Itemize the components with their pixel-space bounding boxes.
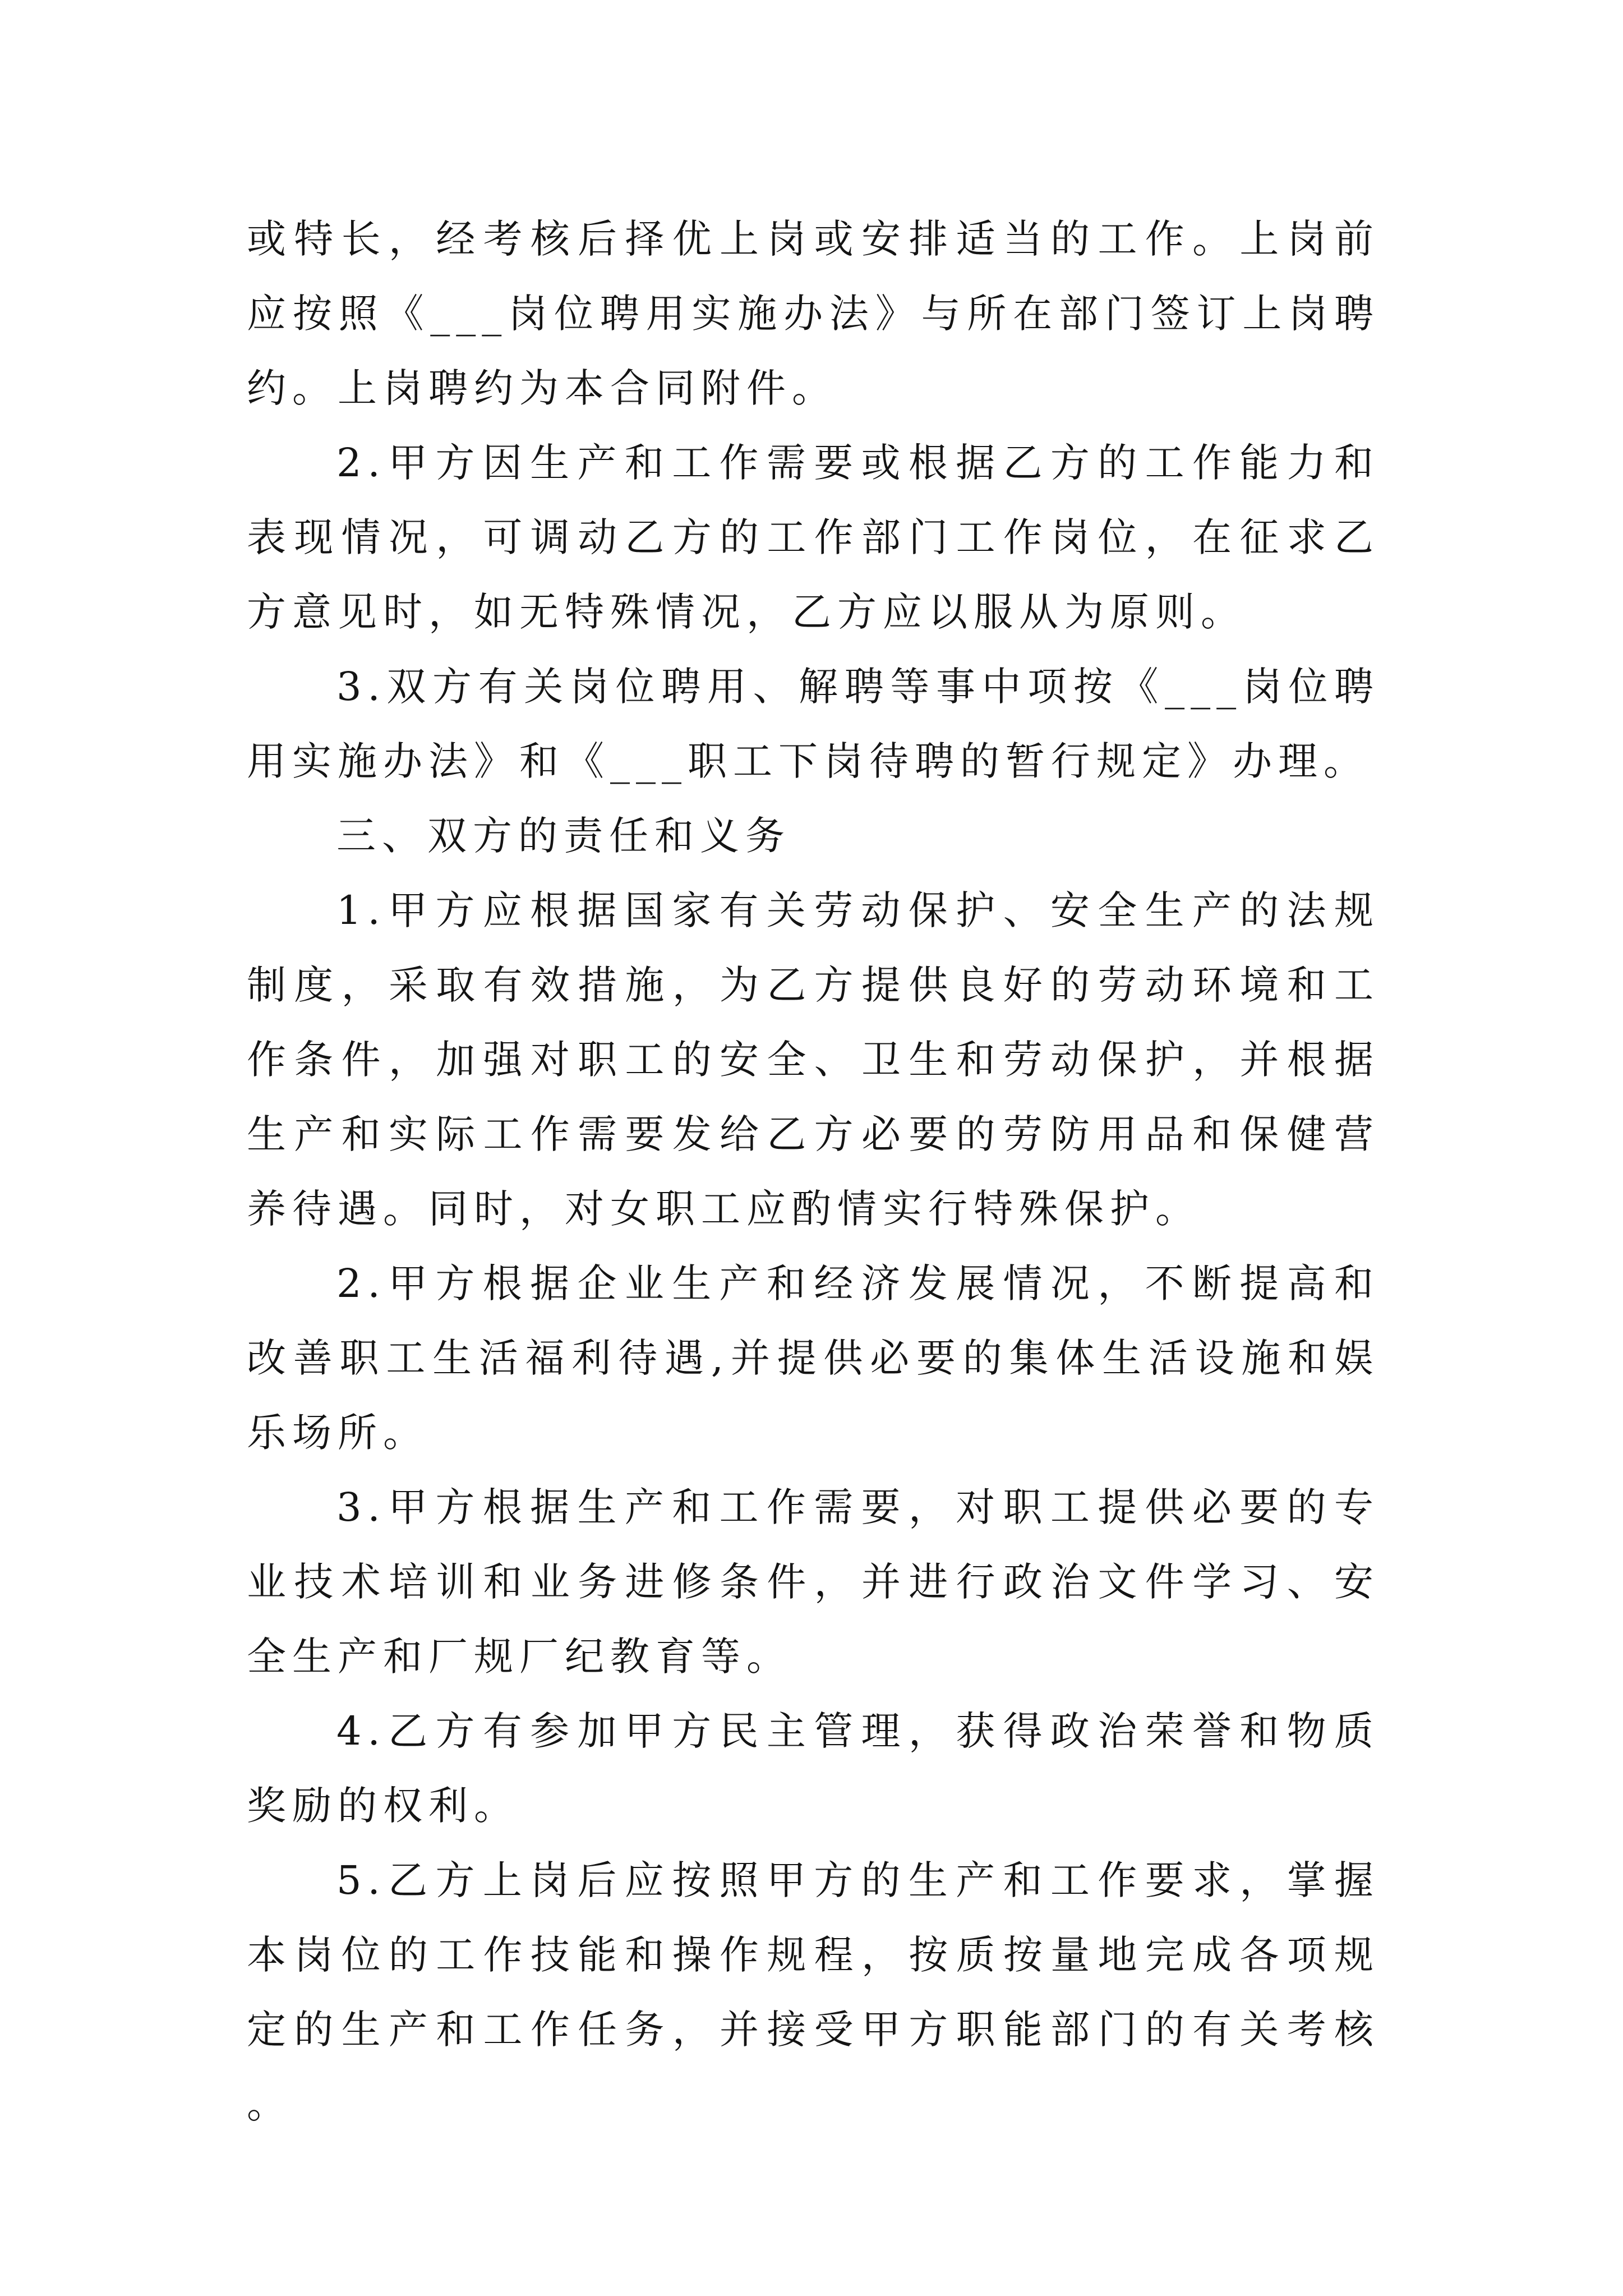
paragraph-continuation: 或特长，经考核后择优上岗或安排适当的工作。上岗前应按照《___岗位聘用实施办法》与所在部门签订上岗聘约。上岗聘约为本合同附件。 <box>247 216 1380 411</box>
section-heading-responsibilities: 三、双方的责任和义务 <box>336 813 791 859</box>
paragraph-responsibility-2: 2.甲方根据企业生产和经济发展情况，不断提高和改善职工生活福利待遇,并提供必要的集体生活设施和娱乐场所。 <box>247 1260 1380 1456</box>
paragraph-clause-3-hiring: 3.双方有关岗位聘用、解聘等事中项按《___岗位聘用实施办法》和《___职工下岗待聘的暂行规定》办理。 <box>247 664 1380 784</box>
paragraph-clause-2-transfer: 2.甲方因生产和工作需要或根据乙方的工作能力和表现情况，可调动乙方的工作部门工作岗位，在征求乙方意见时，如无特殊情况，乙方应以服从为原则。 <box>247 440 1380 635</box>
document-body <box>247 202 1380 2142</box>
paragraph-responsibility-1: 1.甲方应根据国家有关劳动保护、安全生产的法规制度，采取有效措施，为乙方提供良好的劳动环境和工作条件，加强对职工的安全、卫生和劳动保护，并根据生产和实际工作需要发给乙方必要的劳防用品和保健营养待遇。同时，对女职工应酌情实行特殊保护。 <box>247 887 1380 1232</box>
paragraph-responsibility-5: 5.乙方上岗后应按照甲方的生产和工作要求，掌握本岗位的工作技能和操作规程，按质按量地完成各项规定的生产和工作任务，并接受甲方职能部门的有关考核。 <box>247 1857 1380 2127</box>
paragraph-responsibility-3: 3.甲方根据生产和工作需要，对职工提供必要的专业技术培训和业务进修条件，并进行政治文件学习、安全生产和厂规厂纪教育等。 <box>247 1484 1380 1680</box>
paragraph-responsibility-4: 4.乙方有参加甲方民主管理，获得政治荣誉和物质奖励的权利。 <box>247 1708 1380 1829</box>
